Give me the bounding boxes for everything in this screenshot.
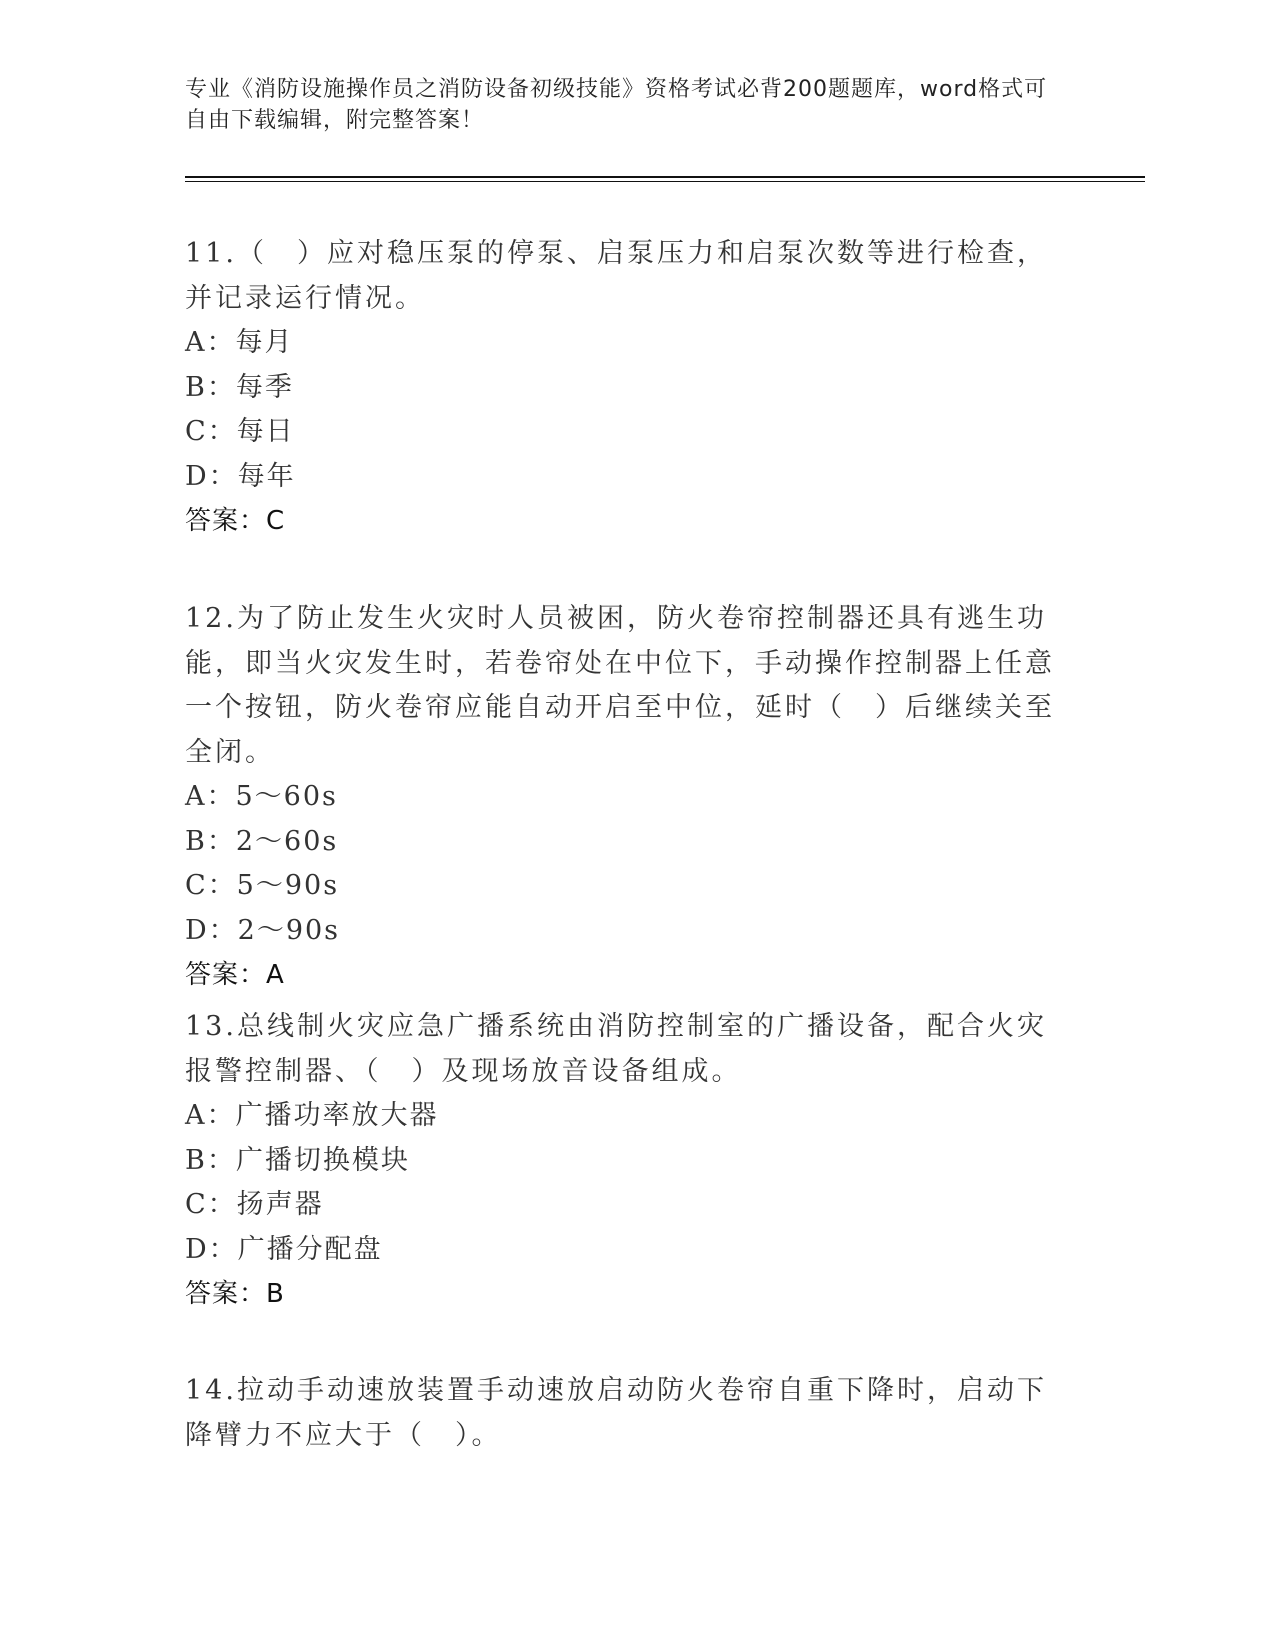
document-header: [185, 74, 1065, 136]
question-stem: 11.（ ）应对稳压泵的停泵、启泵压力和启泵次数等进行检查，并记录运行情况。: [185, 238, 1047, 314]
option-b: B：每季: [185, 371, 294, 403]
question-14: [185, 1369, 1065, 1458]
option-b: B：广播切换模块: [185, 1144, 410, 1176]
answer-line: 答案：A: [185, 960, 285, 990]
answer-line: 答案：B: [185, 1279, 285, 1309]
option-c: C：扬声器: [185, 1189, 324, 1220]
option-b: B：2～60s: [185, 825, 339, 857]
question-11: [185, 232, 1065, 544]
option-d: D：每年: [185, 460, 296, 492]
option-d: D：广播分配盘: [185, 1233, 383, 1265]
answer-line: 答案：C: [185, 506, 286, 536]
option-c: C：每日: [185, 416, 295, 447]
option-a: A：广播功率放大器: [185, 1100, 439, 1131]
question-13: [185, 1005, 1065, 1317]
question-12: [185, 597, 1065, 998]
header-divider-thick: [185, 176, 1145, 178]
option-c: C：5～90s: [185, 870, 340, 901]
option-a: A：每月: [185, 327, 294, 358]
question-stem: 13.总线制火灾应急广播系统由消防控制室的广播设备，配合火灾报警控制器、（ ）及现场放音设备组成。: [185, 1011, 1047, 1087]
option-d: D：2～90s: [185, 914, 341, 946]
question-stem: 14.拉动手动速放装置手动速放启动防火卷帘自重下降时，启动下降臂力不应大于（ ）。: [185, 1375, 1047, 1451]
question-stem: 12.为了防止发生火灾时人员被困，防火卷帘控制器还具有逃生功能，即当火灾发生时，若卷帘处在中位下，手动操作控制器上任意一个按钮，防火卷帘应能自动开启至中位，延时（ ）后继续关至全闭。: [185, 603, 1055, 768]
header-intro-text: 专业《消防设施操作员之消防设备初级技能》资格考试必背200题题库，word格式可自由下载编辑，附完整答案！: [185, 77, 1048, 133]
header-divider-thin: [185, 181, 1145, 182]
option-a: A：5～60s: [185, 781, 338, 812]
